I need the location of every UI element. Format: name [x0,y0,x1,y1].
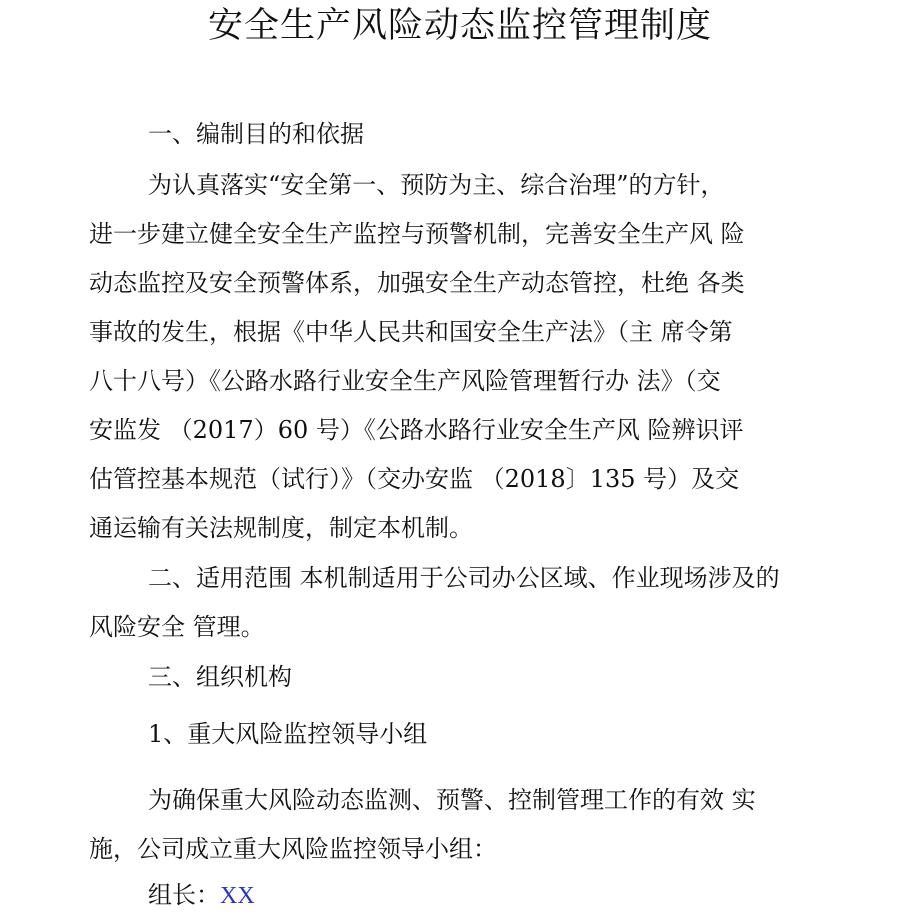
section-1-line-8: 通运输有关法规制度，制定本机制。 [89,514,473,542]
leader-value: XX [220,883,255,909]
section-3-subheading-1: 1、重大风险监控领导小组 [148,720,428,748]
leader-row [148,880,255,910]
section-1-line-7: 估管控基本规范（试行）》（交办安监 （2018〕135 号）及交 [89,465,740,493]
section-1-line-4: 事故的发生，根据《中华人民共和国安全生产法》（主 席令第 [89,318,733,346]
section-1-line-5: 八十八号）《公路水路行业安全生产风险管理暂行办 法》（交 [89,367,721,395]
section-2-line-1: 二、适用范围 本机制适用于公司办公区域、作业现场涉及的 [148,564,780,592]
document-title: 安全生产风险动态监控管理制度 [207,6,712,46]
section-2-line-2: 风险安全 管理。 [89,613,265,641]
leader-label: 组长： [148,881,220,909]
section-1-heading: 一、编制目的和依据 [148,120,364,148]
section-1-line-6: 安监发 （2017）60 号）《公路水路行业安全生产风 险辨识评 [89,416,744,444]
section-1-line-1: 为认真落实“安全第一、预防为主、综合治理”的方针， [148,171,725,199]
section-3-heading: 三、组织机构 [148,663,292,691]
section-3-line-1: 为确保重大风险动态监测、预警、控制管理工作的有效 实 [148,786,756,814]
section-1-line-2: 进一步建立健全安全生产监控与预警机制，完善安全生产风 险 [89,220,745,248]
section-1-line-3: 动态监控及安全预警体系，加强安全生产动态管控，杜绝 各类 [89,269,745,297]
section-3-line-2: 施，公司成立重大风险监控领导小组： [89,835,497,863]
